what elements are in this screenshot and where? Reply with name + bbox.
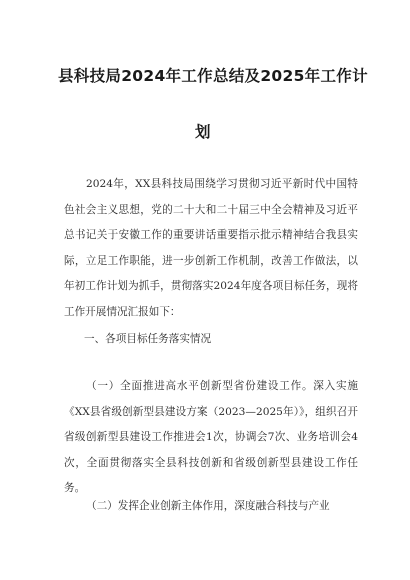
document-title: 县科技局2024年工作总结及2025年工作计 <box>58 67 368 85</box>
body-paragraph-continued: （二）发挥企业创新主体作用，深度融合科技与产业 <box>86 500 330 512</box>
section-heading: 一、各项目标任务落实情况 <box>84 333 212 345</box>
intro-paragraph: 2024年，XX县科技局围绕学习贯彻习近平新时代中国特色社会主义思想，党的二十大和二十届三中全会精神及习近平总书记关于安徽工作的重要讲话重要指示批示精神结合我县实际，立足工作职能，进一步创新工作机制，改善工作做法，以年初工作计划为抓手，贯彻落实2024年度各项目标任务，现将工作开展情况汇报如下： <box>64 178 358 318</box>
document-title-continuation: 划 <box>195 123 211 141</box>
body-paragraph: （一）全面推进高水平创新型省份建设工作。深入实施《XX县省级创新型县建设方案（2023—2025年）》，组织召开省级创新型县建设工作推进会1次，协调会7次、业务培训会4次，全面贯彻落实全县科技创新和省级创新型县建设工作任务。 <box>64 380 358 494</box>
